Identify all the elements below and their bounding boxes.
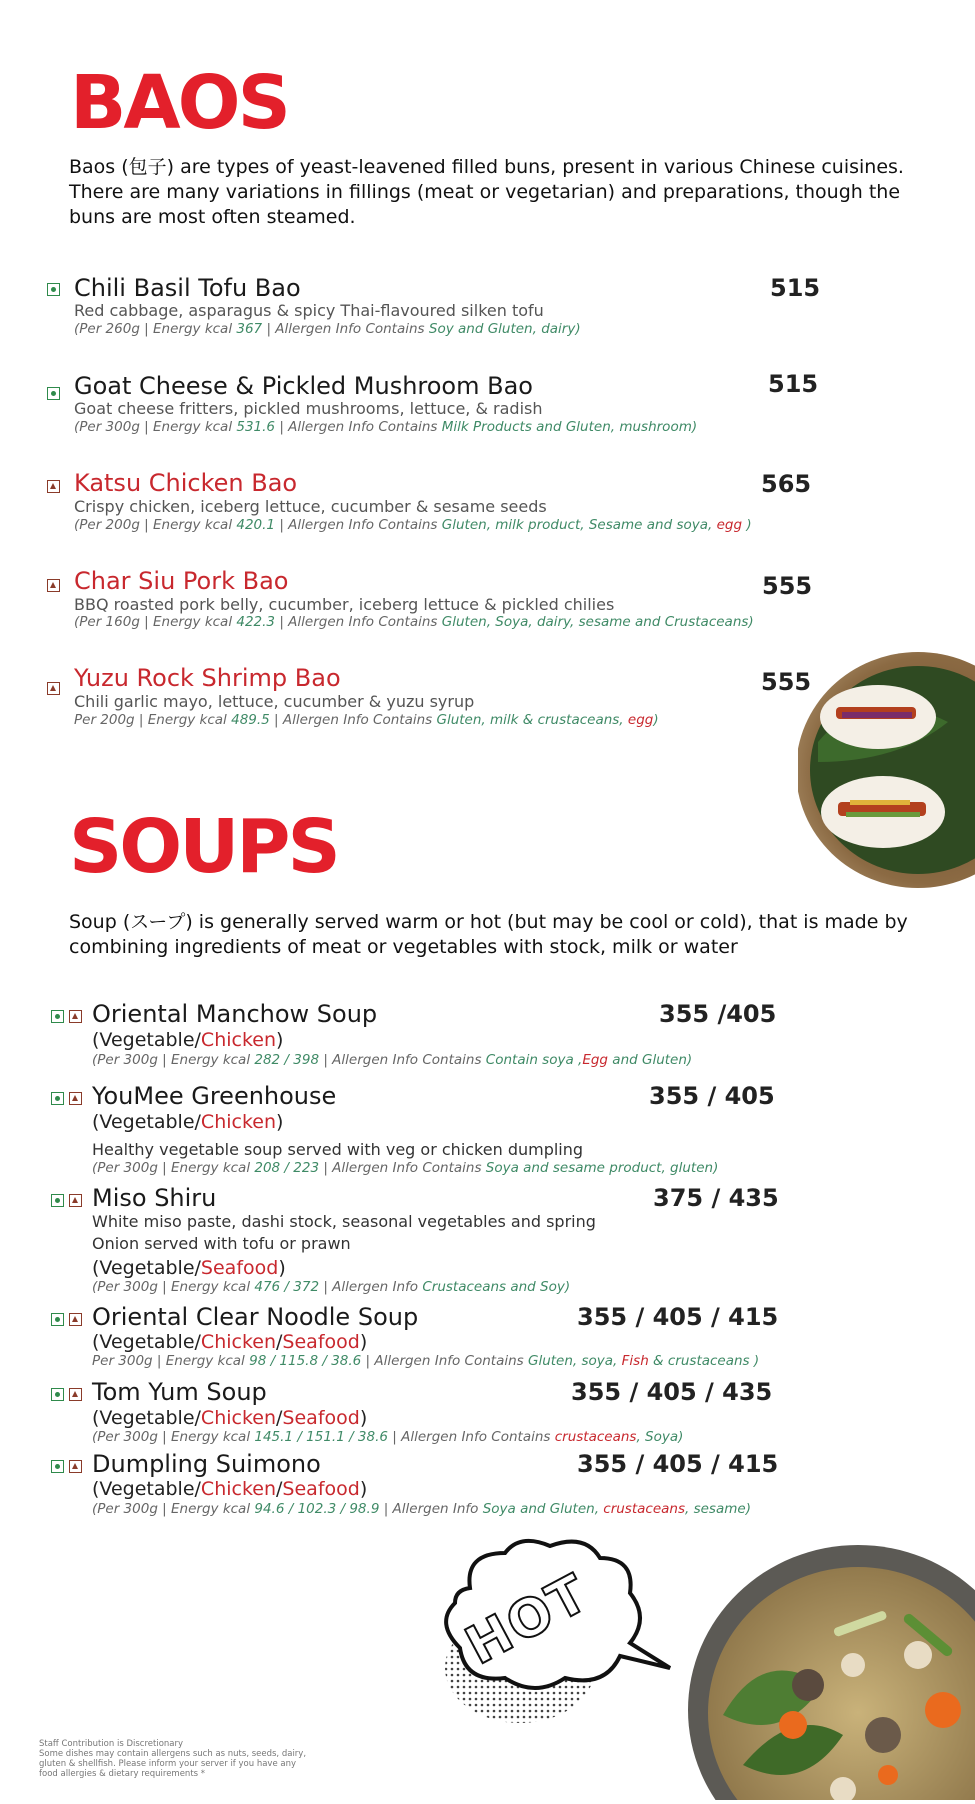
hot-speech-bubble: [425, 1528, 675, 1728]
footer-line: Staff Contribution is Discretionary: [39, 1739, 184, 1749]
bao-item-name: Char Siu Pork Bao: [74, 567, 289, 595]
bao-item-price: 565: [761, 470, 812, 498]
bao-item-desc: Chili garlic mayo, lettuce, cucumber & yuzu syrup: [74, 692, 475, 711]
bao-bowl-photo: [798, 652, 975, 892]
bao-item-price: 555: [761, 668, 812, 696]
veg-nonveg-icons: [51, 1192, 82, 1211]
nonveg-icon: [47, 577, 60, 596]
footer-line: Some dishes may contain allergens such as nuts, seeds, dairy,: [39, 1749, 307, 1759]
soup-item-desc: Healthy vegetable soup served with veg or chicken dumpling: [92, 1140, 584, 1159]
footer-line: gluten & shellfish. Please inform your server if you have any: [39, 1759, 297, 1769]
soup-item-name: Miso Shiru: [92, 1184, 217, 1212]
soup-item-price: 355 / 405 / 435: [571, 1378, 773, 1406]
soup-item-info: (Per 300g | Energy kcal 94.6 / 102.3 / 98.9 | Allergen Info Soya and Gluten, crustaceans, sesame): [92, 1501, 751, 1517]
bao-item-info: (Per 200g | Energy kcal 420.1 | Allergen Info Contains Gluten, milk product, Sesame and soya, egg ): [74, 517, 752, 533]
bao-item-desc: Red cabbage, asparagus & spicy Thai-flavoured silken tofu: [74, 301, 544, 320]
hot-bubble-text: HOT: [456, 1563, 599, 1677]
bao-item-price: 515: [770, 274, 821, 302]
footer-line: food allergies & dietary requirements *: [39, 1769, 206, 1779]
veg-icon: [47, 385, 60, 404]
bao-item-name: Chili Basil Tofu Bao: [74, 274, 301, 302]
soup-item-price: 375 / 435: [653, 1184, 779, 1212]
bao-item-name: Yuzu Rock Shrimp Bao: [74, 664, 341, 692]
soup-item-price: 355 / 405 / 415: [577, 1303, 779, 1331]
veg-nonveg-icons: [51, 1311, 82, 1330]
soup-item-price: 355 / 405 / 415: [577, 1450, 779, 1478]
veg-nonveg-icons: [51, 1386, 82, 1405]
soup-bowl-photo: [683, 1535, 975, 1800]
bao-item-info: (Per 260g | Energy kcal 367 | Allergen Info Contains Soy and Gluten, dairy): [74, 321, 581, 337]
soup-item-info: Per 300g | Energy kcal 98 / 115.8 / 38.6 | Allergen Info Contains Gluten, soya, Fish & crustaceans ): [92, 1353, 760, 1369]
soup-item-desc: White miso paste, dashi stock, seasonal vegetables and spring: [92, 1212, 596, 1231]
bao-item-name: Katsu Chicken Bao: [74, 469, 298, 497]
bao-item-info: (Per 300g | Energy kcal 531.6 | Allergen Info Contains Milk Products and Gluten, mushroom): [74, 419, 698, 435]
soup-item-price: 355 / 405: [649, 1082, 775, 1110]
veg-nonveg-icons: [51, 1458, 82, 1477]
bao-item-desc: Crispy chicken, iceberg lettuce, cucumber & sesame seeds: [74, 497, 547, 516]
soup-variants: (Vegetable/Chicken): [92, 1111, 284, 1133]
soup-item-info: (Per 300g | Energy kcal 282 / 398 | Allergen Info Contains Contain soya ,Egg and Gluten): [92, 1052, 693, 1068]
soup-item-info: (Per 300g | Energy kcal 476 / 372 | Allergen Info Crustaceans and Soy): [92, 1279, 571, 1295]
soup-variants: (Vegetable/Chicken/Seafood): [92, 1407, 368, 1429]
soup-item-info: (Per 300g | Energy kcal 208 / 223 | Allergen Info Contains Soya and sesame product, gluten): [92, 1160, 719, 1176]
veg-nonveg-icons: [51, 1008, 82, 1027]
soup-item-name: YouMee Greenhouse: [92, 1082, 337, 1110]
soup-item-desc: Onion served with tofu or prawn: [92, 1234, 351, 1253]
soup-item-info: (Per 300g | Energy kcal 145.1 / 151.1 / 38.6 | Allergen Info Contains crustaceans, Soya): [92, 1429, 684, 1445]
footer-notes: [39, 1739, 306, 1779]
bao-item-price: 515: [768, 370, 819, 398]
soup-variants: (Vegetable/Seafood): [92, 1257, 286, 1279]
baos-intro: Baos (包子) are types of yeast-leavened filled buns, present in various Chinese cuisines. There are many variations in fillings (meat or vegetarian) and preparations, though the buns are most often steamed.: [69, 156, 904, 228]
bao-item-desc: BBQ roasted pork belly, cucumber, iceberg lettuce & pickled chilies: [74, 595, 615, 614]
soup-variants: (Vegetable/Chicken): [92, 1029, 284, 1051]
soups-heading: SOUPS: [69, 804, 338, 890]
bao-item-info: Per 200g | Energy kcal 489.5 | Allergen Info Contains Gluten, milk & crustaceans, egg): [74, 712, 659, 728]
soup-item-name: Oriental Manchow Soup: [92, 1000, 378, 1028]
baos-heading: BAOS: [70, 60, 288, 146]
soup-item-price: 355 /405: [659, 1000, 777, 1028]
soup-variants: (Vegetable/Chicken/Seafood): [92, 1331, 368, 1353]
soup-variants: (Vegetable/Chicken/Seafood): [92, 1478, 368, 1500]
nonveg-icon: [47, 478, 60, 497]
bao-item-info: (Per 160g | Energy kcal 422.3 | Allergen Info Contains Gluten, Soya, dairy, sesame and Crustaceans): [74, 614, 754, 630]
bao-item-desc: Goat cheese fritters, pickled mushrooms, lettuce, & radish: [74, 399, 543, 418]
soups-intro: Soup (スープ) is generally served warm or hot (but may be cool or cold), that is made by combining ingredients of meat or vegetables with stock, milk or water: [69, 911, 908, 958]
nonveg-icon: [47, 680, 60, 699]
veg-nonveg-icons: [51, 1090, 82, 1109]
soup-item-name: Dumpling Suimono: [92, 1450, 321, 1478]
bao-item-price: 555: [762, 572, 813, 600]
soup-item-name: Tom Yum Soup: [92, 1378, 267, 1406]
bao-item-name: Goat Cheese & Pickled Mushroom Bao: [74, 372, 533, 400]
veg-icon: [47, 281, 60, 300]
soup-item-name: Oriental Clear Noodle Soup: [92, 1303, 419, 1331]
